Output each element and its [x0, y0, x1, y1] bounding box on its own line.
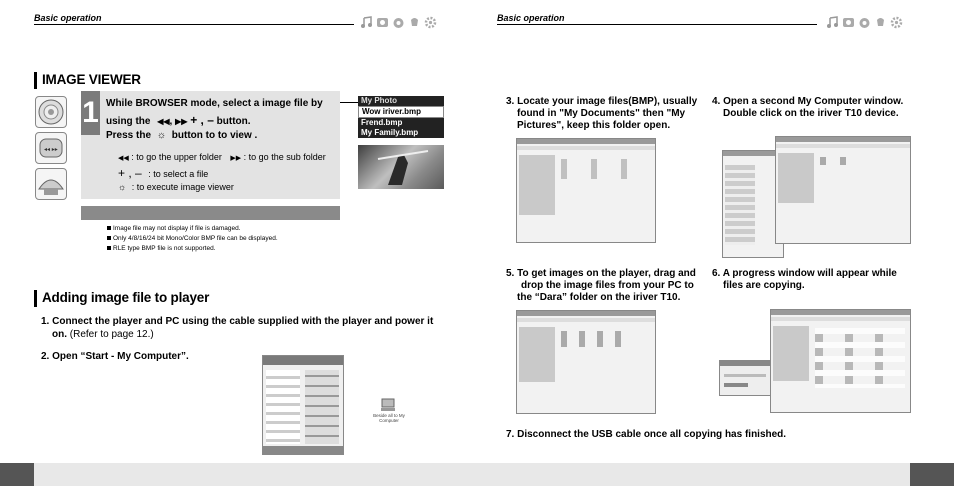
step1-line3 — [106, 129, 257, 143]
step1-line3-suffix: button to to view . — [171, 130, 258, 141]
image-viewer-title: IMAGE VIEWER — [42, 72, 141, 87]
radio-icon — [858, 16, 871, 29]
step3-line: 3. Locate your image files(BMP), usually — [506, 96, 698, 107]
next-icon: ▶▶ — [175, 117, 188, 126]
my-computer-icon — [380, 398, 398, 412]
adding-step1: 1. Connect the player and PC using the cable supplied with the player and power it — [41, 316, 434, 327]
adding-step1-cont — [52, 328, 154, 342]
settings-icon — [424, 16, 437, 29]
menu-item-frend: Frend.bmp — [361, 118, 403, 127]
step5-line: 5. To get images on the player, drag and — [506, 268, 696, 279]
sample-photo — [358, 145, 444, 189]
photo-icon — [842, 16, 855, 29]
select-icon: ☼ — [118, 182, 127, 192]
step3-screenshot — [516, 138, 656, 243]
record-icon — [408, 16, 421, 29]
step1-number: 1 — [81, 91, 100, 135]
prev-icon: ◀◀ — [118, 155, 129, 162]
step4-line: Double click on the iriver T10 device. — [723, 108, 899, 119]
step1-line2-prefix: using the — [106, 116, 151, 127]
step6-line: 6. A progress window will appear while — [712, 268, 897, 279]
step3-text — [506, 96, 697, 132]
step4-text — [712, 96, 903, 120]
step3-line: Pictures", keep this folder open. — [517, 120, 671, 131]
step4-screenshot-front — [775, 136, 911, 244]
start-menu-screenshot — [262, 355, 344, 455]
select-icon: ☼ — [156, 130, 166, 141]
step1-line2-plusminus: + , – — [190, 113, 214, 127]
right-header-rule — [497, 24, 817, 25]
music-icon — [826, 16, 839, 29]
step3-line: found in "My Documents" then "My — [517, 108, 686, 119]
notes-list — [107, 224, 278, 254]
adding-step2: 2. Open “Start - My Computer”. — [41, 351, 189, 362]
step5-screenshot — [516, 310, 656, 414]
desc-execute — [118, 181, 234, 194]
notes-bar — [81, 206, 340, 220]
menu-item-wow-iriver: Wow iriver.bmp — [358, 106, 444, 118]
record-icon — [874, 16, 887, 29]
desc-upper: : to go the upper folder — [131, 152, 222, 162]
step7-text: 7. Disconnect the USB cable once all copying has finished. — [506, 429, 787, 440]
step5-line: drop the image files from your PC to — [521, 280, 694, 291]
scroll-wheel-icon — [35, 96, 67, 128]
settings-icon — [890, 16, 903, 29]
next-icon: ▶▶ — [230, 155, 242, 162]
footer-tab-right — [910, 463, 954, 486]
radio-icon — [392, 16, 405, 29]
photo-icon — [376, 16, 389, 29]
menu-item-my-photo: My Photo — [361, 96, 397, 105]
desc-select-sym: + , – — [118, 166, 142, 180]
footer-band — [0, 463, 954, 486]
note-item: Only 4/8/16/24 bit Mono/Color BMP file can be displayed. — [107, 234, 278, 244]
step1-line3-prefix: Press the — [106, 130, 152, 141]
step1-line2 — [106, 113, 251, 129]
step5-line: the “Dara” folder on the iriver T10. — [517, 292, 681, 303]
step4-line: 4. Open a second My Computer window. — [712, 96, 904, 107]
desc-execute-text: : to execute image viewer — [131, 182, 234, 192]
desc-sub: : to go the sub folder — [243, 152, 326, 162]
right-header-title: Basic operation — [497, 13, 565, 23]
step1-line2-suffix: button. — [216, 116, 251, 127]
left-header-icons — [360, 16, 437, 29]
adding-marker — [34, 290, 37, 307]
skip-buttons-icon — [35, 132, 67, 164]
my-computer-label: Beside all to My Computer — [373, 413, 405, 423]
footer-tab-left — [0, 463, 34, 486]
music-icon — [360, 16, 373, 29]
left-header-title: Basic operation — [34, 13, 102, 23]
desc-select: : to select a file — [148, 169, 209, 179]
select-button-icon — [35, 168, 67, 200]
desc-select-file — [118, 167, 208, 181]
prev-icon: ◀◀ — [157, 117, 170, 126]
right-header-icons — [826, 16, 903, 29]
player-menu — [358, 96, 444, 138]
desc-folder-nav — [118, 151, 326, 165]
menu-item-my-family: My Family.bmp — [361, 128, 419, 137]
step1-line2-comma: , — [169, 116, 173, 127]
svg-text:◂◂ ▸▸: ◂◂ ▸▸ — [44, 147, 58, 153]
step6-text — [712, 268, 897, 292]
adding-title: Adding image file to player — [42, 290, 210, 305]
step6-line: files are copying. — [723, 280, 805, 291]
image-viewer-marker — [34, 72, 37, 89]
menu-connector — [340, 102, 358, 103]
note-item: Image file may not display if file is damaged. — [107, 224, 278, 234]
adding-step1-ref: (Refer to page 12.) — [69, 329, 154, 340]
note-item: RLE type BMP file is not supported. — [107, 244, 278, 254]
step6-screenshot — [770, 309, 911, 413]
progress-dialog — [719, 360, 771, 396]
left-header-rule — [34, 24, 354, 25]
adding-step1-on: on. — [52, 329, 67, 340]
step1-line1: While BROWSER mode, select a image file by — [106, 98, 323, 109]
step5-text — [506, 268, 696, 304]
